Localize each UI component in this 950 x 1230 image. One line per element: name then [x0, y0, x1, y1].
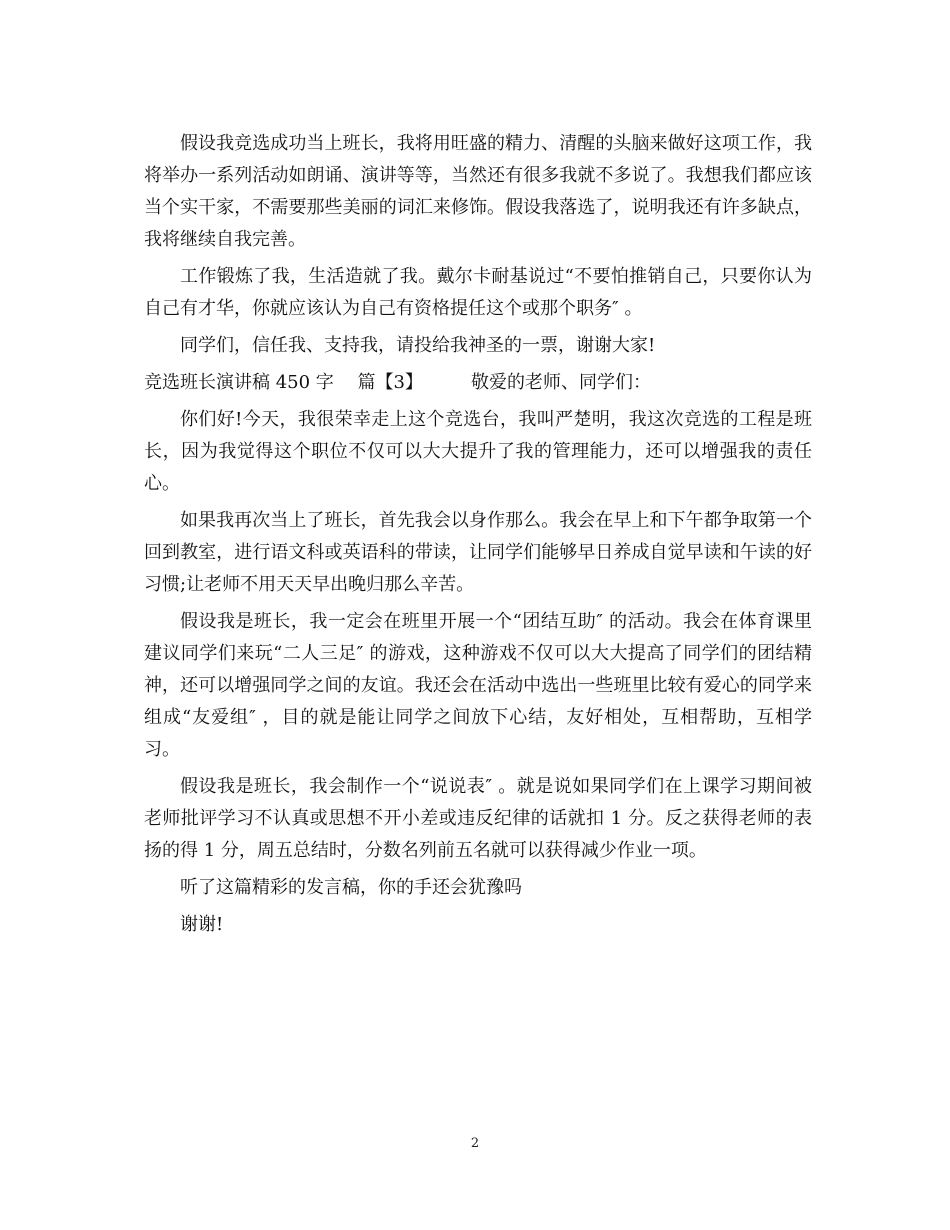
paragraph-introduction: 你们好!今天，我很荣幸走上这个竞选台，我叫严楚明，我这次竞选的工程是班长，因为我觉得这个职位不仅可以大大提升了我的管理能力，还可以增强我的责任心。: [144, 409, 812, 494]
section-greeting: 敬爱的老师、同学们：: [470, 372, 651, 393]
document-body: [144, 128, 812, 946]
section-title: 竞选班长演讲稿 450 字 篇【3】: [144, 372, 423, 393]
paragraph-vote-request: 同学们，信任我、支持我，请投给我神圣的一票，谢谢大家!: [180, 335, 656, 356]
section-heading: [144, 367, 812, 399]
paragraph-thanks: 谢谢!: [180, 914, 224, 935]
paragraph-lead-by-example: 如果我再次当上了班长，首先我会以身作那么。我会在早上和下午都争取第一个回到教室，进行语文科或英语科的带读，让同学们能够早日养成自觉早读和午读的好习惯;让老师不用天天早出晚归那么辛苦。: [144, 510, 812, 595]
paragraph-closing-question: 听了这篇精彩的发言稿，你的手还会犹豫吗: [180, 877, 522, 898]
paragraph-carnegie-quote: 工作锻炼了我，生活造就了我。戴尔卡耐基说过“不要怕推销自己，只要你认为自己有才华，你就应该认为自己有资格提任这个或那个职务″ 。: [144, 266, 812, 319]
page-number: 2: [470, 1136, 480, 1151]
paragraph-unity-activity: 假设我是班长，我一定会在班里开展一个“团结互助″ 的活动。我会在体育课里建议同学们来玩“二人三足″ 的游戏，这种游戏不仅可以大大提高了同学们的团结精神，还可以增强同学之间的友谊。我还会在活动中选出一些班里比较有爱心的同学来组成“友爱组″ ，目的就是能让同学之间放下心结，友好相处，互相帮助，互相学习。: [144, 611, 812, 760]
paragraph-campaign-promise: 假设我竞选成功当上班长，我将用旺盛的精力、清醒的头脑来做好这项工作，我将举办一系列活动如朗诵、演讲等等，当然还有很多我就不多说了。我想我们都应该当个实干家，不需要那些美丽的词汇来修饰。假设我落选了，说明我还有许多缺点，我将继续自我完善。: [144, 133, 812, 250]
paragraph-points-table: 假设我是班长，我会制作一个“说说表″ 。就是说如果同学们在上课学习期间被老师批评学习不认真或思想不开小差或违反纪律的话就扣 1 分。反之获得老师的表扬的得 1 分，周五总结时，分数名列前五名就可以获得减少作业一项。: [144, 776, 812, 861]
